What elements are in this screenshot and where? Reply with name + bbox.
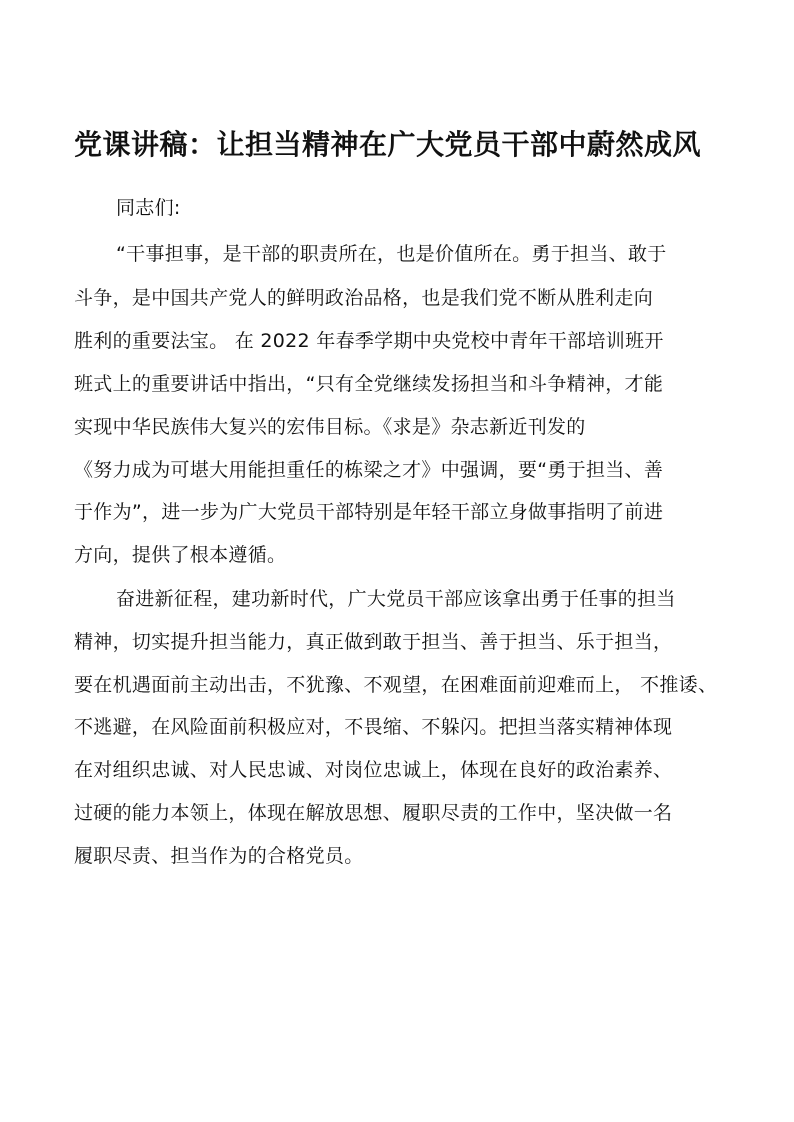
paragraph-1-line-5: 实现中华民族伟大复兴的宏伟目标。《求是》杂志新近刊发的 bbox=[74, 416, 586, 438]
document-title: 党课讲稿：让担当精神在广大党员干部中蔚然成风 bbox=[74, 128, 702, 161]
paragraph-1-line-2: 斗争，是中国共产党人的鲜明政治品格，也是我们党不断从胜利走向 bbox=[74, 287, 654, 309]
paragraph-1-line-6: 《努力成为可堪大用能担重任的栋梁之才》中强调，要“勇于担当、善 bbox=[74, 459, 664, 481]
salutation-line: 同志们: bbox=[116, 197, 181, 219]
paragraph-2-line-6: 过硬的能力本领上，体现在解放思想、履职尽责的工作中，坚决做一名 bbox=[74, 802, 673, 824]
paragraph-2-line-1: 奋进新征程，建功新时代，广大党员干部应该拿出勇于任事的担当 bbox=[116, 588, 676, 610]
paragraph-2-line-3: 要在机遇面前主动出击，不犹豫、不观望，在困难面前迎难而上， 不推诿、 bbox=[74, 674, 718, 696]
paragraph-1-line-4: 班式上的重要讲话中指出，“只有全党继续发扬担当和斗争精神，才能 bbox=[74, 373, 664, 395]
paragraph-1-line-8: 方向，提供了根本遵循。 bbox=[74, 544, 287, 566]
paragraph-1-line-7: 于作为”，进一步为广大党员干部特别是年轻干部立身做事指明了前进 bbox=[74, 501, 664, 523]
paragraph-2-line-5: 在对组织忠诚、对人民忠诚、对岗位忠诚上，体现在良好的政治素养、 bbox=[74, 759, 673, 781]
paragraph-1-line-3: 胜利的重要法宝。 在 2022 年春季学期中央党校中青年干部培训班开 bbox=[74, 330, 664, 352]
paragraph-1-line-1: “干事担事，是干部的职责所在，也是价值所在。勇于担当、敢于 bbox=[116, 243, 667, 265]
paragraph-2-line-7: 履职尽责、担当作为的合格党员。 bbox=[74, 845, 364, 867]
paragraph-2-line-4: 不逃避，在风险面前积极应对，不畏缩、不躲闪。把担当落实精神体现 bbox=[74, 716, 673, 738]
paragraph-2-line-2: 精神，切实提升担当能力，真正做到敢于担当、善于担当、乐于担当， bbox=[74, 631, 673, 653]
